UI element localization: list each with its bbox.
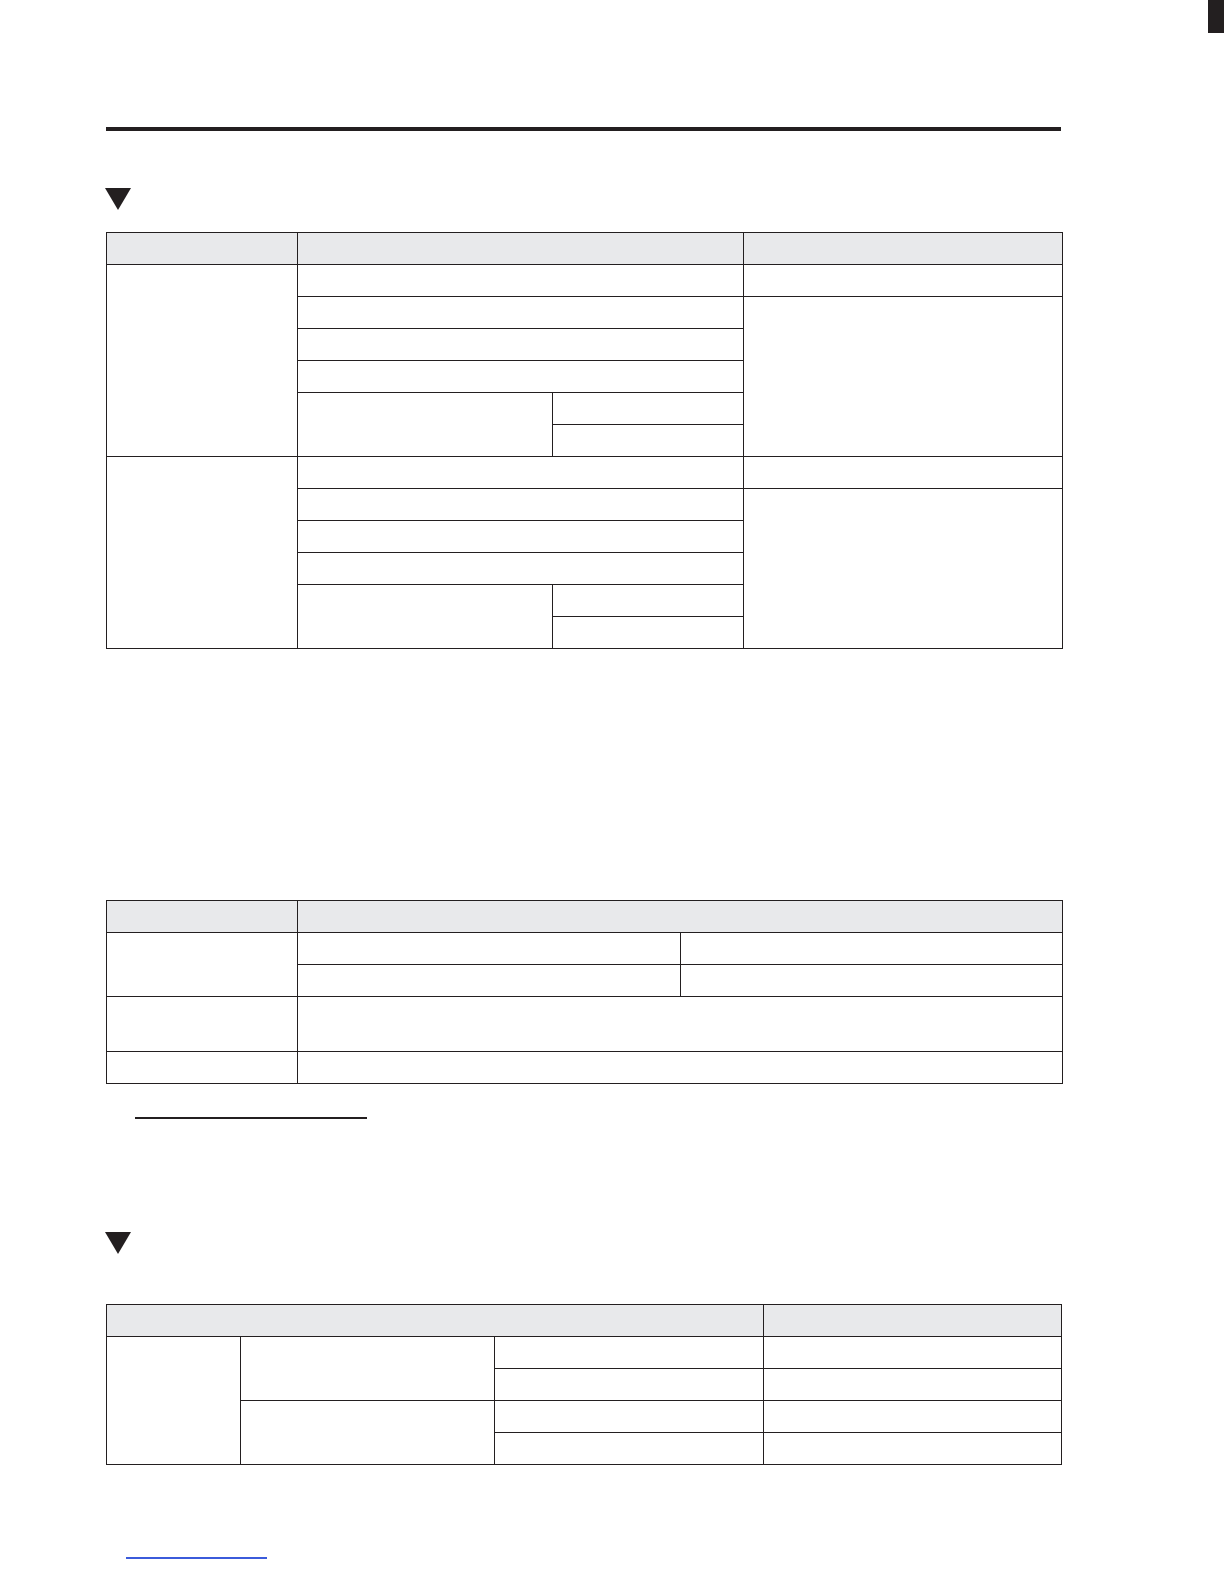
table-header-row	[107, 901, 1063, 933]
table-cell	[298, 393, 553, 457]
table-cell	[298, 457, 744, 489]
table-row	[107, 457, 1063, 489]
table-cell	[744, 457, 1063, 489]
table-cell	[241, 1337, 495, 1401]
table-cell	[553, 617, 744, 649]
table-cell	[107, 1337, 241, 1465]
table-cell	[298, 933, 681, 965]
table-cell	[553, 425, 744, 457]
table-cell	[298, 1052, 1063, 1084]
table-cell	[298, 553, 744, 585]
table-1	[106, 232, 1063, 649]
table-header-cell	[764, 1305, 1062, 1337]
table-cell	[298, 997, 1063, 1052]
footer-link-underline[interactable]	[126, 1557, 267, 1559]
table-cell	[298, 329, 744, 361]
table-cell	[764, 1337, 1062, 1369]
table-cell	[107, 1052, 298, 1084]
table-cell	[298, 585, 553, 649]
page-edge-tab	[1208, 0, 1224, 33]
table-cell	[298, 965, 681, 997]
table-cell	[107, 265, 298, 457]
table-cell	[298, 489, 744, 521]
table-cell	[744, 297, 1063, 457]
table-header-cell	[744, 233, 1063, 265]
table-row	[107, 933, 1063, 965]
table-cell	[495, 1337, 764, 1369]
table-cell	[495, 1433, 764, 1465]
header-rule	[106, 127, 1061, 131]
table-row	[107, 1337, 1062, 1369]
table-cell	[107, 933, 298, 997]
table-cell	[744, 265, 1063, 297]
table-cell	[107, 457, 298, 649]
table-header-row	[107, 1305, 1062, 1337]
table-cell	[744, 489, 1063, 649]
section-triangle-down-icon	[105, 1232, 131, 1254]
table-row	[107, 997, 1063, 1052]
table-cell	[764, 1401, 1062, 1433]
table-row	[107, 1401, 1062, 1433]
table-cell	[764, 1433, 1062, 1465]
table-header-row	[107, 233, 1063, 265]
table-cell	[298, 521, 744, 553]
table-row	[107, 265, 1063, 297]
table-cell	[681, 933, 1063, 965]
table-cell	[495, 1401, 764, 1433]
table-3	[106, 1304, 1062, 1465]
table-cell	[553, 585, 744, 617]
table-header-cell	[298, 233, 744, 265]
table-row	[107, 1052, 1063, 1084]
footnote-rule	[135, 1117, 367, 1119]
table-2	[106, 900, 1063, 1084]
table-header-cell	[107, 901, 298, 933]
table-cell	[681, 965, 1063, 997]
table-header-cell	[107, 233, 298, 265]
table-header-cell	[298, 901, 1063, 933]
table-cell	[298, 361, 744, 393]
table-cell	[241, 1401, 495, 1465]
table-cell	[298, 297, 744, 329]
table-header-cell	[107, 1305, 764, 1337]
table-cell	[495, 1369, 764, 1401]
table-cell	[298, 265, 744, 297]
section-triangle-down-icon	[105, 188, 131, 210]
table-cell	[107, 997, 298, 1052]
table-cell	[764, 1369, 1062, 1401]
table-cell	[553, 393, 744, 425]
